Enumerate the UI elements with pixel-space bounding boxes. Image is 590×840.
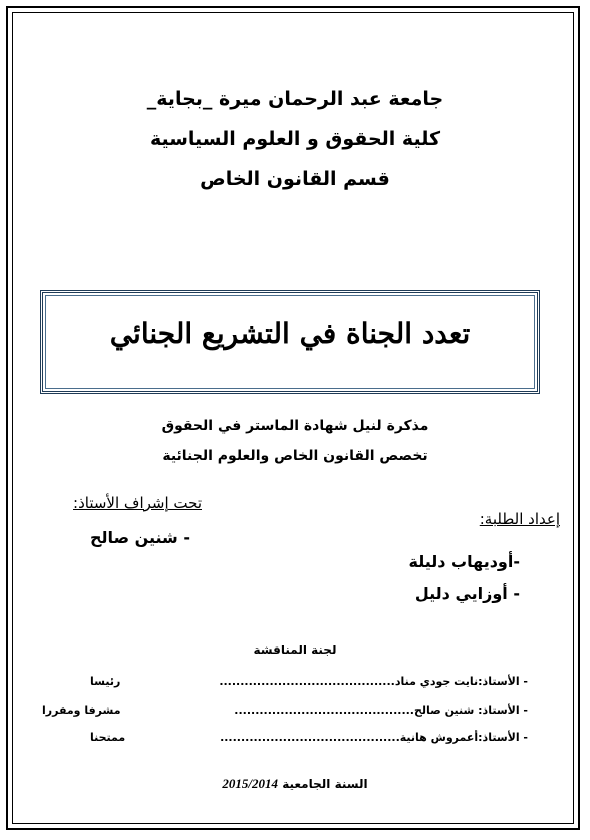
committee-member-1: - الأستاذ:نايت جودي مناد.......................................... <box>219 675 528 688</box>
supervisor-label: تحت إشراف الأستاذ: <box>73 494 202 512</box>
academic-year <box>0 776 590 792</box>
department-name: قسم القانون الخاص <box>200 168 390 190</box>
committee-role-2: مشرفا ومقررا <box>42 704 121 717</box>
academic-year-value: 2015/2014 <box>222 776 279 791</box>
committee-role-1: رئيسا <box>90 675 121 688</box>
student-name-2: - أوزايي دليل <box>414 584 520 603</box>
thesis-purpose: مذكرة لنيل شهادة الماستر في الحقوق <box>161 418 429 434</box>
title-box <box>40 290 540 394</box>
committee-member-2: - الأستاذ: شنين صالح........................................... <box>234 704 528 717</box>
university-name: جامعة عبد الرحمان ميرة _بجاية_ <box>146 88 444 110</box>
student-name-1: -أوديهاب دليلة <box>408 552 520 571</box>
committee-member-3: - الأستاذ:أعمروش هانية........................................... <box>220 731 528 744</box>
academic-year-label: السنة الجامعية <box>282 777 368 791</box>
committee-role-3: ممتحنا <box>90 731 126 744</box>
thesis-title: تعدد الجناة في التشريع الجنائي <box>109 317 471 350</box>
thesis-specialty: تخصص القانون الخاص والعلوم الجنائية <box>162 448 428 464</box>
supervisor-name: - شنين صالح <box>90 528 190 547</box>
committee-title: لجنة المناقشة <box>253 643 337 657</box>
faculty-name: كلية الحقوق و العلوم السياسية <box>149 128 441 150</box>
students-label: إعداد الطلبة: <box>479 510 560 528</box>
